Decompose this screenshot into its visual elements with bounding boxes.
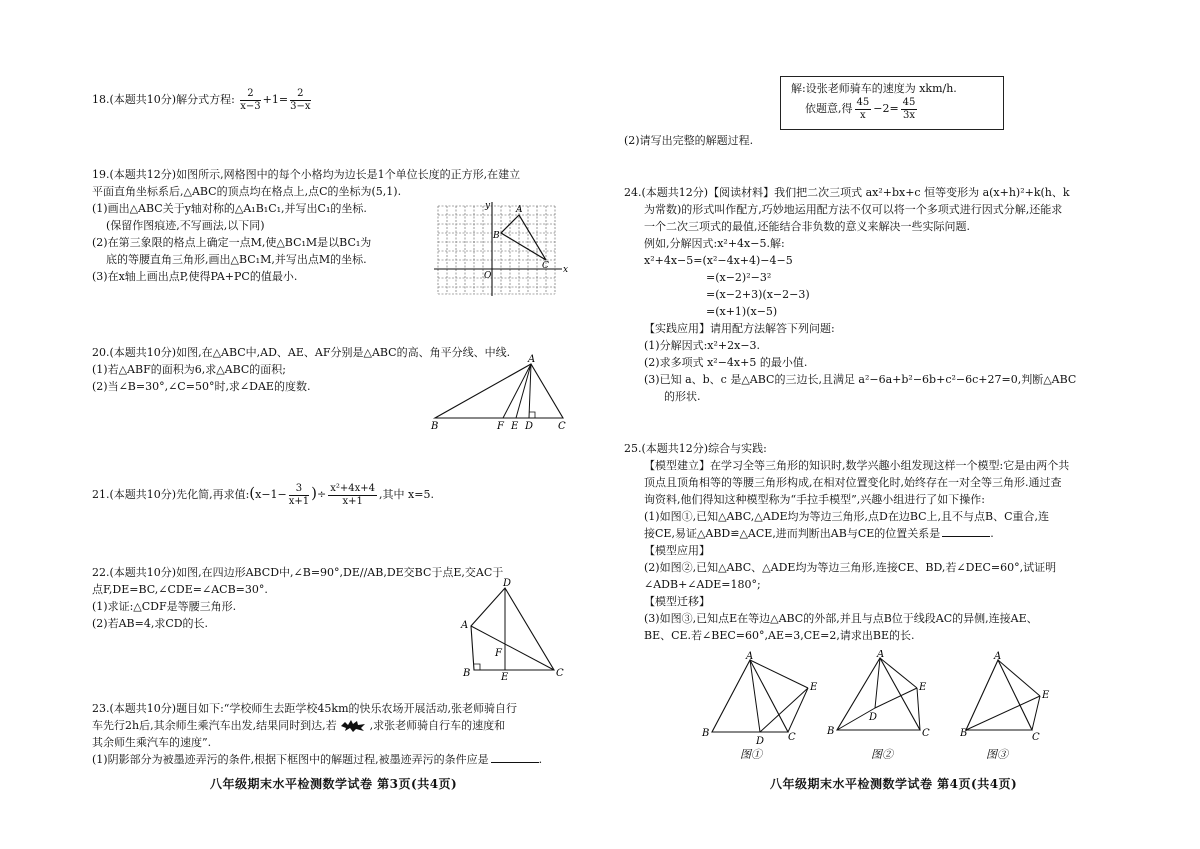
svg-text:D: D — [756, 736, 765, 747]
q23-part2: (2)请写出完整的解题过程. — [624, 134, 754, 147]
q25-model1: 【模型建立】在学习全等三角形的知识时,数学兴趣小组发现这样一个模型:它是由两个共 — [644, 459, 1070, 472]
q25-model2: 顶点且顶角相等的等腰三角形构成,在相对位置变化时,始终存在一对全等三角形.通过查 — [644, 476, 1062, 489]
q22-part2: (2)若AB=4,求CD的长. — [92, 617, 209, 630]
ink-blot-icon — [340, 720, 366, 732]
figure-1-diagram — [700, 650, 820, 762]
q24-example: 例如,分解因式:x²+4x−5.解: — [644, 237, 785, 250]
fraction: $\frac{45}{3x}$ — [902, 97, 916, 121]
svg-text:图②: 图② — [871, 748, 893, 761]
svg-text:F: F — [497, 421, 504, 432]
q20-line1: 20.(本题共10分)如图,在△ABC中,AD、AE、AF分别是△ABC的高、角平分线、中线. — [92, 346, 511, 359]
svg-text:A: A — [877, 650, 885, 660]
triangle-abc-figure — [425, 352, 575, 434]
svg-text:B: B — [827, 726, 835, 737]
fraction: $\frac{2}{3-x}$ — [290, 88, 311, 112]
question-21: 21.(本题共10分)先化简,再求值:(x−1− $\frac{3}{x+1}$ )÷ $\frac{\text{x²+4x+4}}{x+1}$ ,其中 x=5. — [92, 483, 434, 507]
q22-line2: 点F,DE=BC,∠CDE=∠ACB=30°. — [92, 583, 268, 596]
figure-2-diagram — [825, 650, 945, 762]
q24-step3: =(x−2+3)(x−2−3) — [706, 288, 810, 301]
svg-text:C: C — [788, 732, 796, 743]
q24-line3: 一个二次三项式的最值,还能结合非负数的意义来解决一些实际问题. — [644, 220, 970, 233]
solution-box — [780, 76, 1004, 130]
q19-part1-note: (保留作图痕迹,不写画法,以下同) — [106, 219, 265, 232]
q25-part3b: BE、CE.若∠BEC=60°,AE=3,CE=2,请求出BE的长. — [644, 629, 915, 642]
answer-blank — [942, 536, 990, 537]
q19-part2: (2)在第三象限的格点上确定一点M,使△BC₁M是以BC₁为 — [92, 236, 372, 249]
q19-part3: (3)在x轴上画出点P,使得PA+PC的值最小. — [92, 270, 298, 283]
q25-part2a: (2)如图②,已知△ABC、△ADE均为等边三角形,连接CE、BD,若∠DEC=60°,试证明 — [644, 561, 1057, 574]
svg-text:E: E — [810, 682, 818, 693]
q24-part1: (1)分解因式:x²+2x−3. — [644, 339, 761, 352]
svg-text:D: D — [869, 712, 878, 723]
svg-text:A: A — [528, 354, 536, 365]
q22-line1: 22.(本题共10分)如图,在四边形ABCD中,∠B=90°,DE//AB,DE交BC于点E,交AC于 — [92, 566, 504, 579]
box-line1: 解:设张老师骑车的速度为 xkm/h. — [791, 82, 957, 95]
svg-text:C: C — [1032, 732, 1040, 743]
fraction: $\frac{45}{x}$ — [856, 97, 870, 121]
svg-text:F: F — [495, 648, 502, 659]
svg-text:B: B — [960, 728, 968, 739]
svg-text:E: E — [1042, 690, 1050, 701]
q25-part2b: ∠ADB+∠ADE=180°; — [644, 578, 761, 591]
svg-text:B: B — [463, 668, 471, 679]
q24-line1: 24.(本题共12分)【阅读材料】我们把二次三项式 ax²+bx+c 恒等变形为 a(x+h)²+k(h、k — [624, 186, 1070, 199]
page-footer-4: 八年级期末水平检测数学试卷 第4页(共4页) — [770, 777, 1018, 791]
q24-application: 【实践应用】请用配方法解答下列问题: — [644, 322, 835, 335]
q19-part1: (1)画出△ABC关于y轴对称的△A₁B₁C₁,并写出C₁的坐标. — [92, 202, 367, 215]
svg-text:B: B — [431, 421, 439, 432]
q24-step4: =(x+1)(x−5) — [706, 305, 778, 318]
svg-text:x: x — [563, 265, 569, 275]
svg-text:C: C — [922, 728, 930, 739]
figure-3-diagram — [960, 650, 1080, 762]
q23-part1: (1)阴影部分为被墨迹弄污的条件,根据下框图中的解题过程,被墨迹弄污的条件应是 . — [92, 753, 543, 766]
svg-text:A: A — [516, 205, 523, 215]
question-18: 18.(本题共10分)解分式方程: $\frac{2}{x-3}$ +1= $\frac{2}{3-x}$ — [92, 88, 311, 112]
q24-part3: (3)已知 a、b、c 是△ABC的三边长,且满足 a²−6a+b²−6b+c²−6c+27=0,判断△ABC — [644, 373, 1077, 386]
q24-line2: 为常数)的形式叫作配方,巧妙地运用配方法不仅可以将一个多项式进行因式分解,还能求 — [644, 203, 1063, 216]
q19-line2: 平面直角坐标系后,△ABC的顶点均在格点上,点C的坐标为(5,1). — [92, 185, 402, 198]
svg-text:图③: 图③ — [986, 748, 1008, 761]
svg-text:B: B — [493, 231, 500, 241]
svg-text:C: C — [558, 421, 566, 432]
q25-part3a: (3)如图③,已知点E在等边△ABC的外部,并且与点B位于线段AC的异侧,连接AE、 — [644, 612, 1038, 625]
svg-text:y: y — [485, 201, 491, 211]
q19-line1: 19.(本题共12分)如图所示,网格图中的每个小格均为边长是1个单位长度的正方形,在建立 — [92, 168, 521, 181]
q20-part1: (1)若△ABF的面积为6,求△ABC的面积; — [92, 363, 287, 376]
svg-text:A: A — [746, 651, 754, 662]
q23-line3: 其余师生乘汽车的速度”. — [92, 736, 212, 749]
right-page — [600, 0, 1200, 849]
q24-part2: (2)求多项式 x²−4x+5 的最小值. — [644, 356, 808, 369]
answer-blank — [491, 762, 539, 763]
q19-part2b: 底的等腰直角三角形,画出△BC₁M,并写出点M的坐标. — [106, 253, 367, 266]
q25-model3: 询资料,他们得知这种模型称为“手拉手模型”,兴趣小组进行了如下操作: — [644, 493, 985, 506]
q24-step1: x²+4x−5=(x²−4x+4)−4−5 — [644, 254, 793, 267]
fraction: $\frac{3}{x+1}$ — [288, 483, 310, 507]
svg-text:A: A — [994, 651, 1002, 662]
svg-text:E: E — [511, 421, 519, 432]
svg-text:E: E — [919, 682, 927, 693]
fraction: $\frac{\text{x²+4x+4}}{x+1}$ — [330, 483, 376, 507]
svg-text:A: A — [461, 620, 469, 631]
svg-text:图①: 图① — [740, 748, 762, 761]
svg-text:O: O — [484, 271, 492, 281]
svg-text:D: D — [525, 421, 534, 432]
svg-text:B: B — [702, 728, 710, 739]
q25-transfer: 【模型迁移】 — [644, 595, 710, 608]
fraction: $\frac{2}{x-3}$ — [240, 88, 261, 112]
coordinate-grid-figure — [432, 198, 572, 300]
q25-part1a: (1)如图①,已知△ABC,△ADE均为等边三角形,点D在边BC上,且不与点B、C重合,连 — [644, 510, 1050, 523]
q25-line1: 25.(本题共12分)综合与实践: — [624, 442, 767, 455]
svg-text:C: C — [556, 668, 564, 679]
q25-part1b: 接CE,易证△ABD≌△ACE,进而判断出AB与CE的位置关系是 . — [644, 527, 994, 540]
q20-part2: (2)当∠B=30°,∠C=50°时,求∠DAE的度数. — [92, 380, 311, 393]
svg-text:E: E — [501, 672, 509, 682]
box-line2: 依题意,得 $\frac{45}{x}$ −2= $\frac{45}{3x}$ — [805, 97, 916, 121]
q25-apply: 【模型应用】 — [644, 544, 710, 557]
svg-text:D: D — [503, 578, 512, 589]
svg-text:C: C — [542, 261, 549, 271]
q23-line2: 车先行2h后,其余师生乘汽车出发,结果同时到达,若 ,求张老师骑自行车的速度和 — [92, 719, 506, 732]
q24-step2: =(x−2)²−3² — [706, 271, 772, 284]
q24-part3b: 的形状. — [664, 390, 701, 403]
page-footer-3: 八年级期末水平检测数学试卷 第3页(共4页) — [210, 777, 458, 791]
q23-line1: 23.(本题共10分)题目如下:“学校师生去距学校45km的快乐农场开展活动,张老师骑自行 — [92, 702, 517, 715]
quadrilateral-abcd-figure — [455, 578, 575, 682]
q22-part1: (1)求证:△CDF是等腰三角形. — [92, 600, 237, 613]
